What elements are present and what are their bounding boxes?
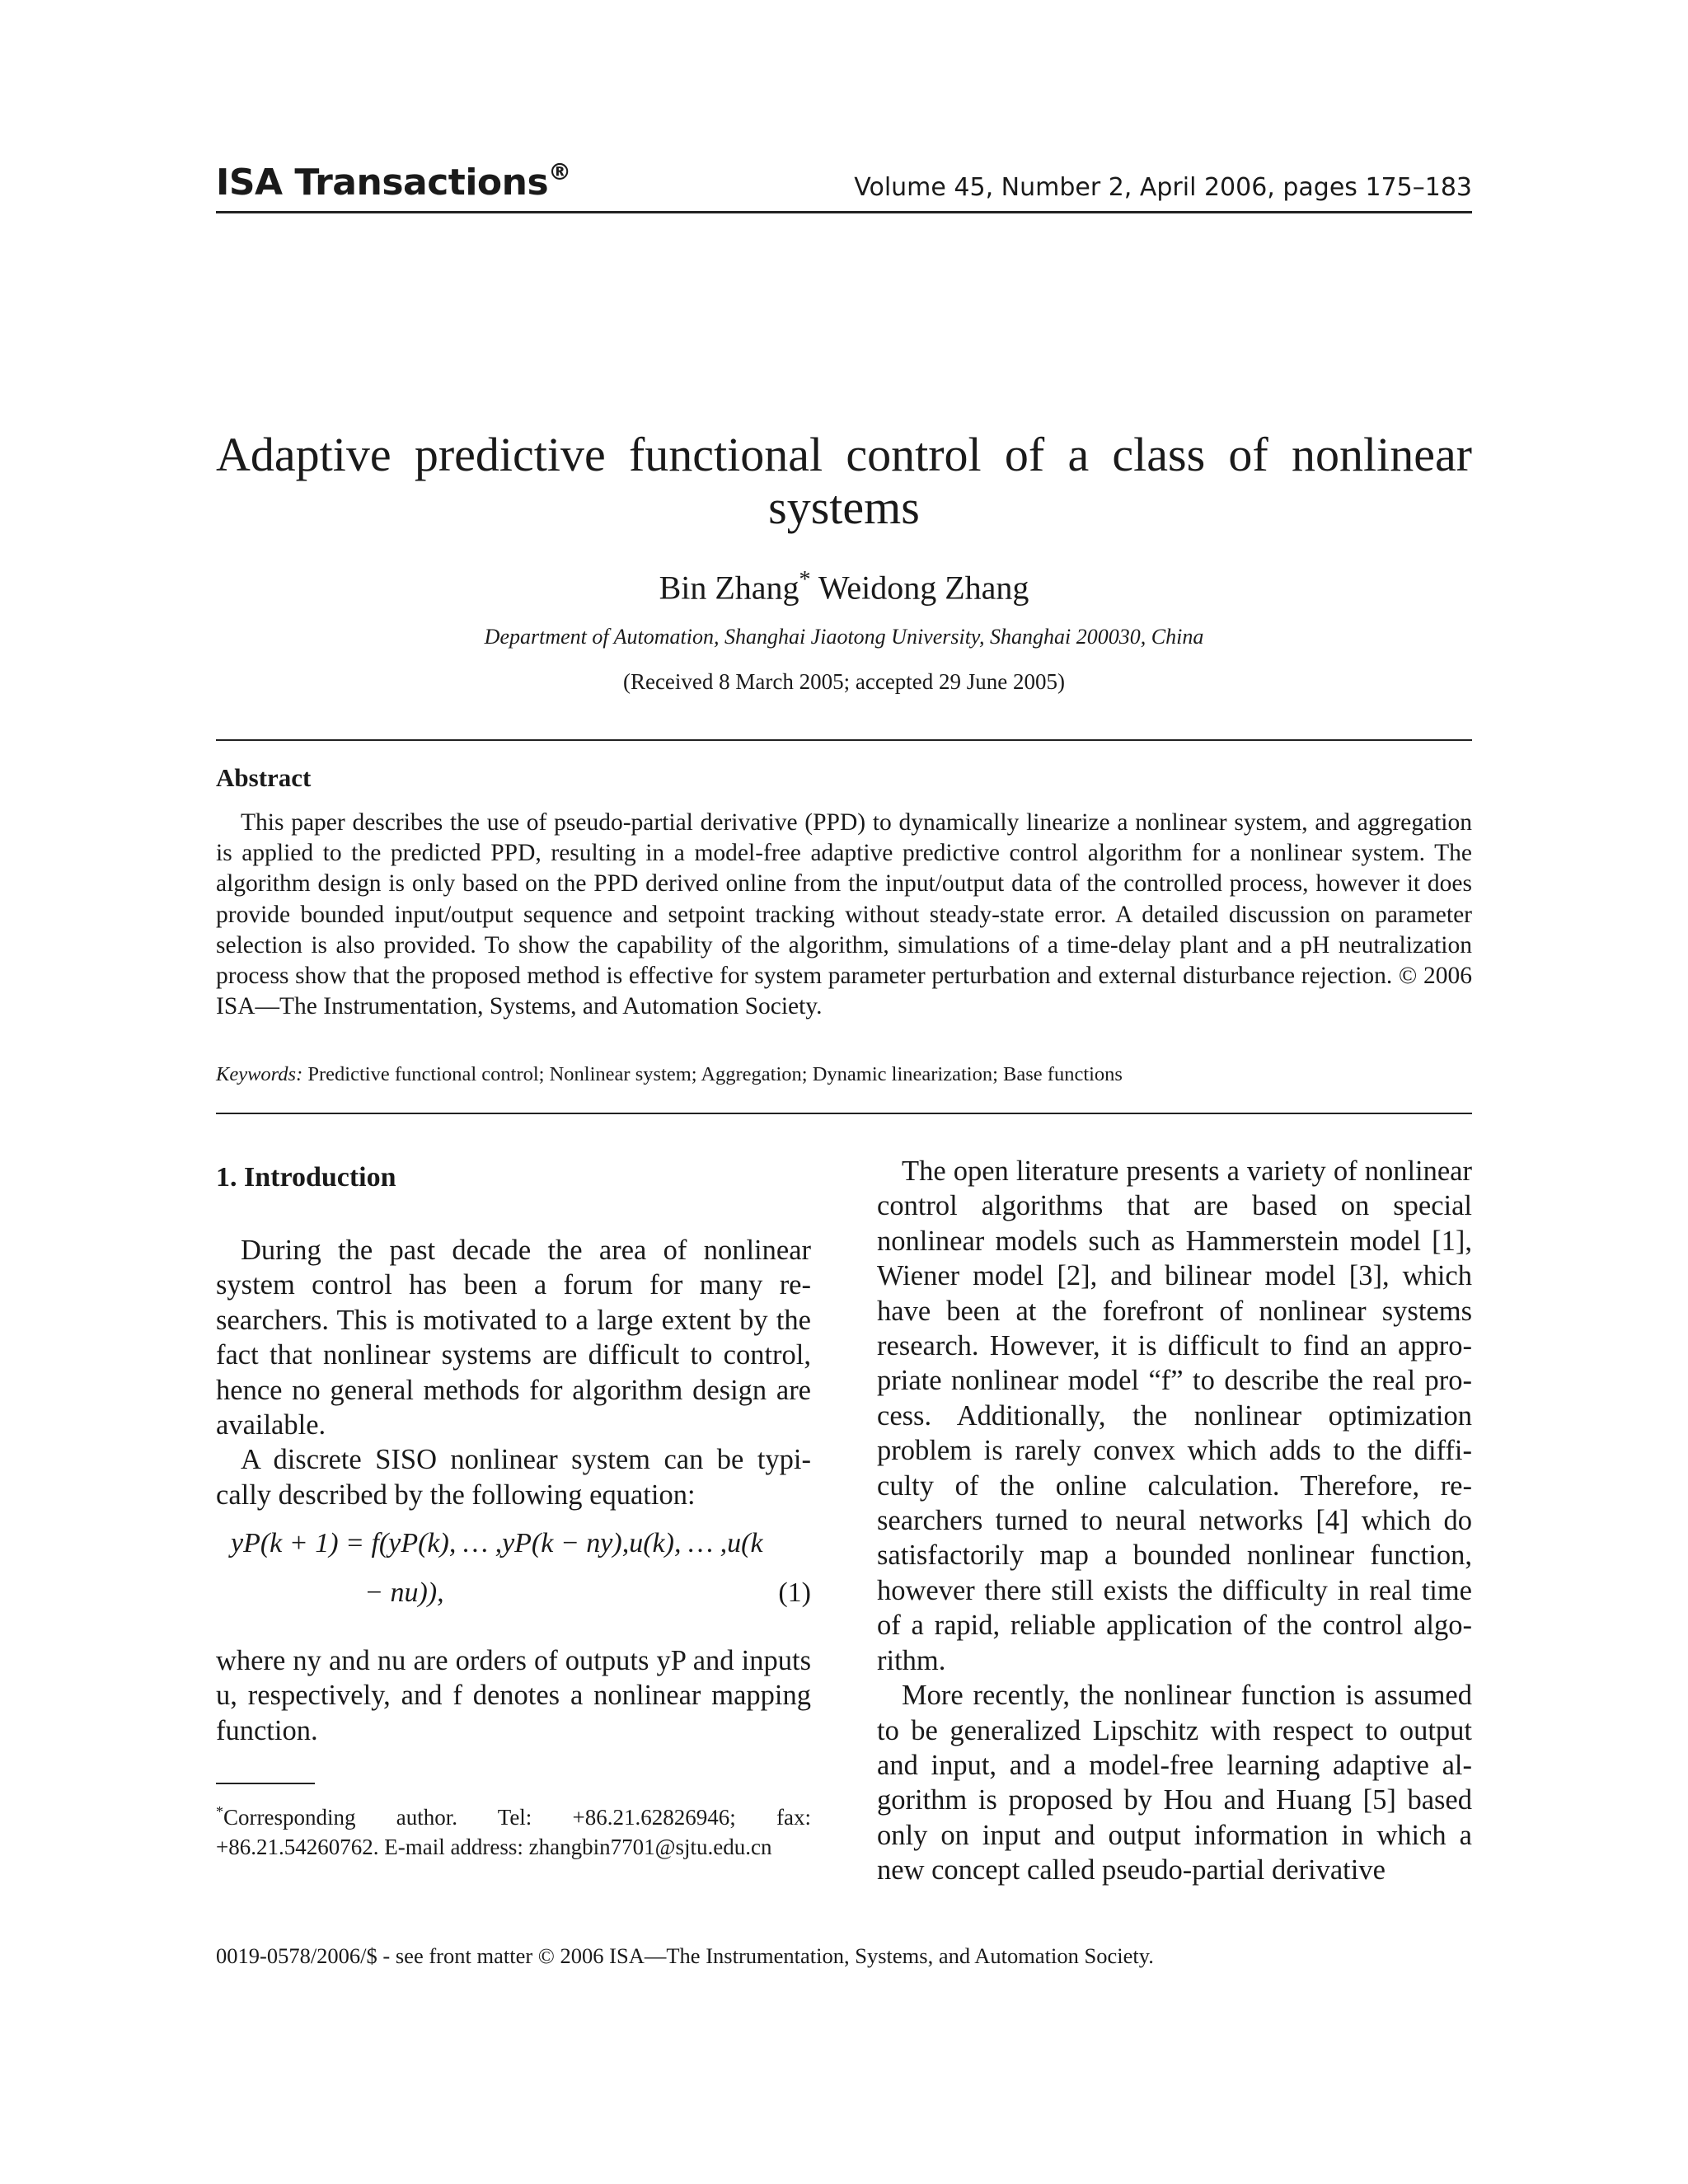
author-2: Weidong Zhang <box>818 569 1029 607</box>
registered-mark: ® <box>548 158 571 185</box>
left-column-text <box>216 1233 811 1512</box>
abstract-text: This paper describes the use of pseudo-partial derivative (PPD) to dynamically linearize a nonlinear system, and aggregation is applied to the predicted PPD, resulting in a model-free adaptive predictive control algorithm for a nonlinear system. The algorithm design is only based on the PPD derived online from the input/output data of the controlled process, however it does provide bounded input/output sequence and setpoint tracking without steady-state error. A detailed discussion on parameter selection is also provided. To show the capability of the algorithm, simulations of a time-delay plant and a pH neutralization process show that the proposed method is effective for system parameter perturbation and external disturbance rejection. © 2006 ISA—The Instrumentation, Systems, and Automation Society. <box>216 809 1472 1020</box>
equation-1 <box>216 1528 811 1610</box>
author-list <box>216 567 1472 607</box>
footnote-mark: * <box>216 1803 223 1820</box>
paragraph: During the past decade the area of nonlinear system control has been a forum for many researchers. This is motivated to a large extent by the fact that nonlinear systems are difficult to control, hence no general methods for algorithm design are available. <box>216 1235 811 1441</box>
right-column-text <box>877 1154 1472 1888</box>
footnote-rule <box>216 1783 315 1784</box>
paragraph: A discrete SISO nonlinear system can be typically described by the following equation: <box>216 1444 811 1511</box>
corresponding-author-mark: * <box>799 567 811 593</box>
abstract-heading: Abstract <box>216 763 312 792</box>
journal-title-text: ISA Transactions <box>216 162 549 204</box>
received-dates: (Received 8 March 2005; accepted 29 June 2005) <box>622 669 1066 694</box>
footnote <box>216 1797 811 1862</box>
footer-copyright: 0019-0578/2006/$ - see front matter © 2006 ISA—The Instrumentation, Systems, and Automation Society. <box>216 1943 1154 1968</box>
abstract-bottom-rule <box>216 1113 1472 1114</box>
volume-info: Volume 45, Number 2, April 2006, pages 175–183 <box>854 173 1472 202</box>
keywords <box>216 1063 1472 1086</box>
keywords-label: Keywords: <box>216 1063 303 1085</box>
abstract-top-rule <box>216 739 1472 741</box>
paragraph: where ny and nu are orders of outputs yP and inputs u, respectively, and f denotes a nonlinear mapping function. <box>216 1645 811 1746</box>
left-column-after-equation <box>216 1643 811 1748</box>
paragraph: The open literature presents a variety of nonlinear control algorithms that are based on special nonlinear models such as Hammerstein model [1], Wiener model [2], and bilinear model [3], which have been at the forefront of nonlinear systems research. However, it is difficult to find an appropriate nonlinear model “f” to describe the real process. Additionally, the nonlinear optimization problem is rarely convex which adds to the difficulty of the online calculation. Therefore, researchers turned to neural networks [4] which do satisfactorily map a bounded nonlinear function, however there still exists the difficulty in real time of a rapid, reliable application of the control algorithm. <box>877 1155 1472 1676</box>
equation-line-1: yP(k + 1) = f(yP(k), … ,yP(k − ny),u(k), … ,u(k <box>231 1528 763 1558</box>
footnote-text: Corresponding author. Tel: +86.21.62826946; fax: +86.21.54260762. E-mail address: zhangbin7701@sjtu.edu.cn <box>216 1805 811 1859</box>
equation-number: (1) <box>778 1577 811 1608</box>
paper-title: Adaptive predictive functional control of a class of nonlinear systems <box>216 428 1472 534</box>
paragraph: More recently, the nonlinear function is assumed to be generalized Lipschitz with respect to output and input, and a model-free learning adaptive algorithm is proposed by Hou and Huang [5] based only on input and output information in which a new concept called pseudo-partial derivative <box>877 1680 1472 1886</box>
section-heading-introduction: 1. Introduction <box>216 1162 396 1193</box>
journal-name <box>216 158 571 204</box>
header-rule <box>216 211 1472 213</box>
affiliation: Department of Automation, Shanghai Jiaotong University, Shanghai 200030, China <box>484 625 1204 649</box>
author-1: Bin Zhang <box>659 569 799 607</box>
equation-line-2: − nu)), <box>364 1577 444 1608</box>
keywords-text: Predictive functional control; Nonlinear system; Aggregation; Dynamic linearization; Base functions <box>307 1063 1123 1085</box>
